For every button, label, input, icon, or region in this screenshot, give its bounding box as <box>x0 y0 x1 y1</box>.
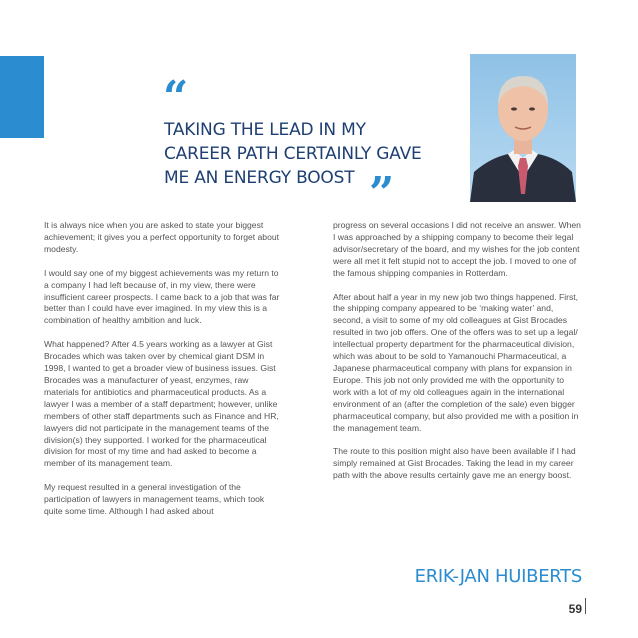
page-number: 59 <box>568 602 582 616</box>
paragraph: progress on several occasions I did not receive an answer. When I was approached by a shipping company to become their legal advisor/secretary of the board, and my wishes for the job content were all met it felt stupid not to accept the job. I moved to one of the famous shipping companies in Rotterdam. <box>333 220 581 278</box>
paragraph: What happened? After 4.5 years working as a lawyer at Gist Brocades which was taken over by chemical giant DSM in 1998, I wanted to get a broader view of business issues. Gist Brocades was a manufacturer of yeast, enzymes, raw materials for antibiotics and pharmaceutical products. As a lawyer I was a member of a staff department; however, unlike members of other staff departments such as Finance and HR, lawyers did not participate in the management teams of the division(s) they supported. I worked for the pharmaceutical division for most of my time and had asked to become a member of its management team. <box>44 339 279 469</box>
close-quote-mark: ” <box>369 168 395 219</box>
paragraph: I would say one of my biggest achievements was my return to a company I had left because of, in my view, there were insufficient career prospects. I came back to a job that was far better than I could have ever imagined. In my view this is a combination of healthy ambition and luck. <box>44 267 280 326</box>
body-column-left <box>44 220 280 530</box>
headline-line: CAREER PATH CERTAINLY GAVE <box>164 144 422 164</box>
pull-quote-headline <box>164 118 454 190</box>
body-column-right <box>333 220 583 494</box>
portrait-photo <box>470 54 576 202</box>
headline-line: TAKING THE LEAD IN MY <box>164 120 366 140</box>
paragraph: It is always nice when you are asked to state your biggest achievement; it gives you a perfect opportunity to forget about modesty. <box>44 220 280 254</box>
paragraph: After about half a year in my new job two things happened. First, the shipping company appeared to be ‘making water’ and, second, a visit to some of my old colleagues at Gist Brocades resulted in two job offers. One of the offers was to set up a legal/ intellectual property department for the pharmaceutical division, which was about to be sold to Yamanouchi Pharmaceutical, a Japanese pharmaceutical company with plans for expansion in Europe. This job not only provided me with the opportunity to work with a lot of my old colleagues again in the international environment of an (after the completion of the sale) even bigger pharmaceutical company, but also provided me with a position in the management team. <box>333 291 579 433</box>
author-name: ERIK-JAN HUIBERTS <box>414 566 582 587</box>
headline-line: ME AN ENERGY BOOST <box>164 168 355 188</box>
paragraph: The route to this position might also have been available if I had simply remained at Gist Brocades. Taking the lead in my career path with the above results certainly gave me an energy boost. <box>333 446 576 481</box>
paragraph: My request resulted in a general investigation of the participation of lawyers in management teams, which took quite some time. Although I had asked about <box>44 482 265 517</box>
portrait-icon <box>470 54 576 202</box>
accent-side-bar <box>0 56 44 138</box>
open-quote-mark: “ <box>163 72 189 123</box>
page-number-divider <box>585 598 586 614</box>
